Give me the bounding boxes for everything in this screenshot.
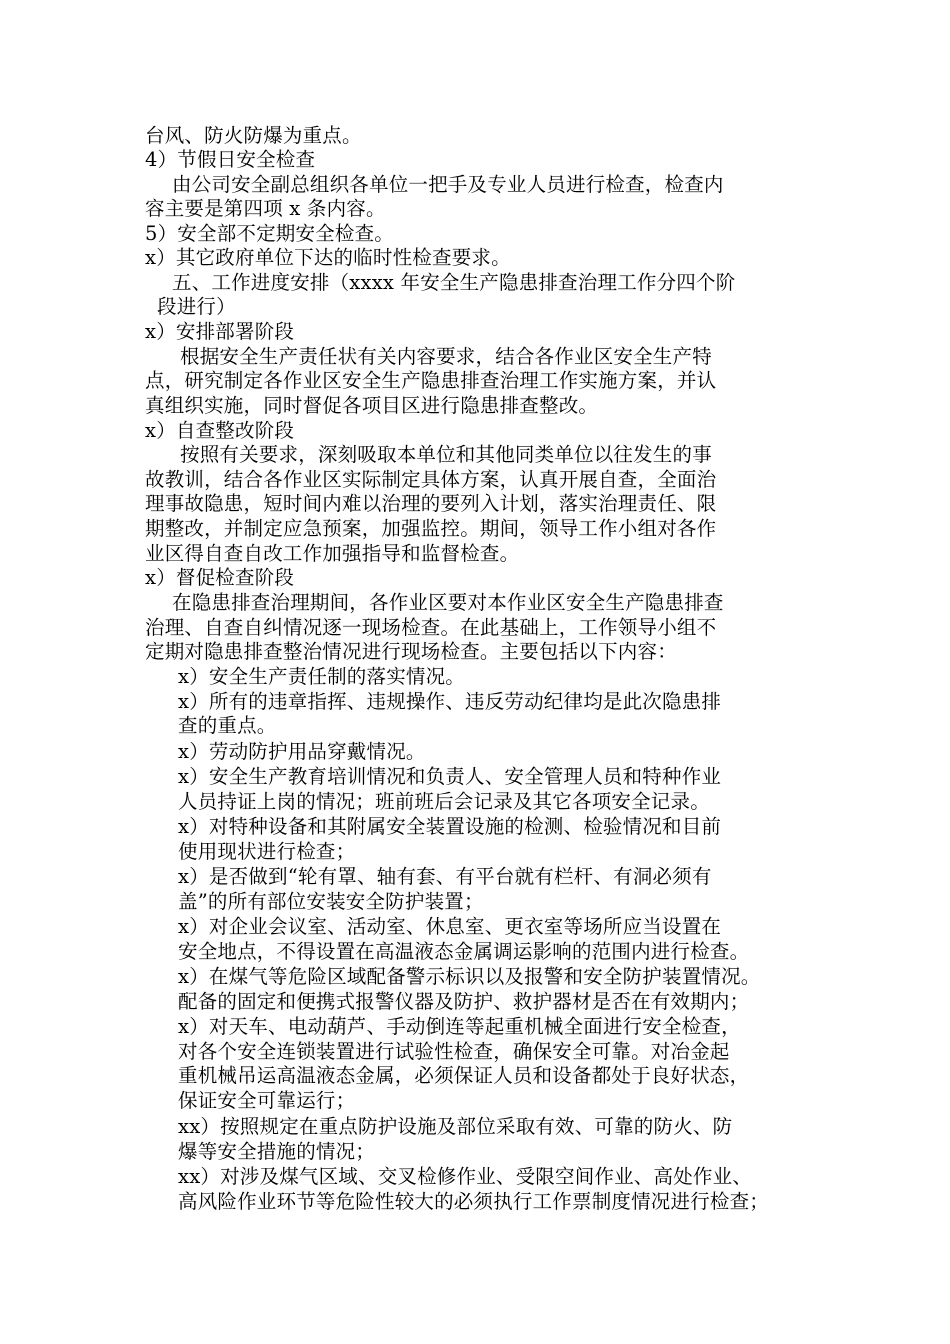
text-line: 理事故隐患，短时间内难以治理的要列入计划，落实治理责任、限 (145, 492, 717, 515)
list-item: 使用现状进行检查； (178, 840, 356, 863)
list-item: x）对天车、电动葫芦、手动倒连等起重机械全面进行安全检查， (178, 1015, 741, 1038)
text-line: 定期对隐患排查整治情况进行现场检查。主要包括以下内容： (145, 640, 677, 663)
list-item: 保证安全可靠运行； (178, 1089, 356, 1112)
section-heading: 4）节假日安全检查 (145, 148, 316, 171)
list-item: 人员持证上岗的情况；班前班后会记录及其它各项安全记录。 (178, 790, 710, 813)
list-item: x）在煤气等危险区域配备警示标识以及报警和安全防护装置情况。 (178, 965, 761, 988)
list-item: x）安全生产教育培训情况和负责人、安全管理人员和特种作业 (178, 765, 722, 788)
list-item: x）所有的违章指挥、违规操作、违反劳动纪律均是此次隐患排 (178, 690, 722, 713)
text-line: 真组织实施，同时督促各项目区进行隐患排查整改。 (145, 394, 599, 417)
text-line: 业区得自查自改工作加强指导和监督检查。 (145, 542, 520, 565)
section-heading: x）其它政府单位下达的临时性检查要求。 (145, 246, 511, 269)
text-line: 故教训，结合各作业区实际制定具体方案，认真开展自查，全面治 (145, 468, 717, 491)
chapter-heading: 五、工作进度安排（xxxx 年安全生产隐患排查治理工作分四个阶 (172, 271, 736, 294)
section-heading: x）安排部署阶段 (145, 320, 295, 343)
list-item: xx）按照规定在重点防护设施及部位采取有效、可靠的防火、防 (178, 1115, 733, 1138)
list-item: 查的重点。 (178, 714, 277, 737)
list-item: 重机械吊运高温液态金属，必须保证人员和设备都处于良好状态， (178, 1064, 750, 1087)
list-item: x）安全生产责任制的落实情况。 (178, 665, 465, 688)
chapter-heading: 段进行） (157, 295, 236, 318)
section-heading: 5）安全部不定期安全检查。 (145, 222, 395, 245)
list-item: 盖”的所有部位安装安全防护装置； (178, 890, 484, 913)
list-item: 高风险作业环节等危险性较大的必须执行工作票制度情况进行检查； (178, 1190, 770, 1213)
section-heading: x）督促检查阶段 (145, 566, 295, 589)
section-heading: x）自查整改阶段 (145, 419, 295, 442)
text-line: 点，研究制定各作业区安全生产隐患排查治理工作实施方案，并认 (145, 369, 717, 392)
text-line: 按照有关要求，深刻吸取本单位和其他同类单位以往发生的事 (180, 443, 712, 466)
text-line: 台风、防火防爆为重点。 (145, 124, 362, 147)
text-line: 由公司安全副总组织各单位一把手及专业人员进行检查，检查内 (172, 173, 724, 196)
list-item: 配备的固定和便携式报警仪器及防护、救护器材是否在有效期内； (178, 990, 750, 1013)
text-line: 期整改，并制定应急预案，加强监控。期间，领导工作小组对各作 (145, 517, 717, 540)
list-item: 爆等安全措施的情况； (178, 1140, 376, 1163)
list-item: x）对企业会议室、活动室、休息室、更衣室等场所应当设置在 (178, 915, 722, 938)
list-item: x）是否做到“轮有罩、轴有套、有平台就有栏杆、有洞必须有 (178, 865, 712, 888)
text-line: 在隐患排查治理期间，各作业区要对本作业区安全生产隐患排查 (172, 591, 724, 614)
list-item: x）劳动防护用品穿戴情况。 (178, 740, 426, 763)
list-item: 对各个安全连锁装置进行试验性检查，确保安全可靠。对冶金起 (178, 1040, 730, 1063)
list-item: xx）对涉及煤气区域、交叉检修作业、受限空间作业、高处作业、 (178, 1165, 752, 1188)
list-item: 安全地点，不得设置在高温液态金属调运影响的范围内进行检查。 (178, 940, 750, 963)
list-item: x）对特种设备和其附属安全装置设施的检测、检验情况和目前 (178, 815, 722, 838)
text-line: 治理、自查自纠情况逐一现场检查。在此基础上，工作领导小组不 (145, 616, 717, 639)
text-line: 根据安全生产责任状有关内容要求，结合各作业区安全生产特 (180, 345, 712, 368)
text-line: 容主要是第四项 x 条内容。 (145, 197, 386, 220)
